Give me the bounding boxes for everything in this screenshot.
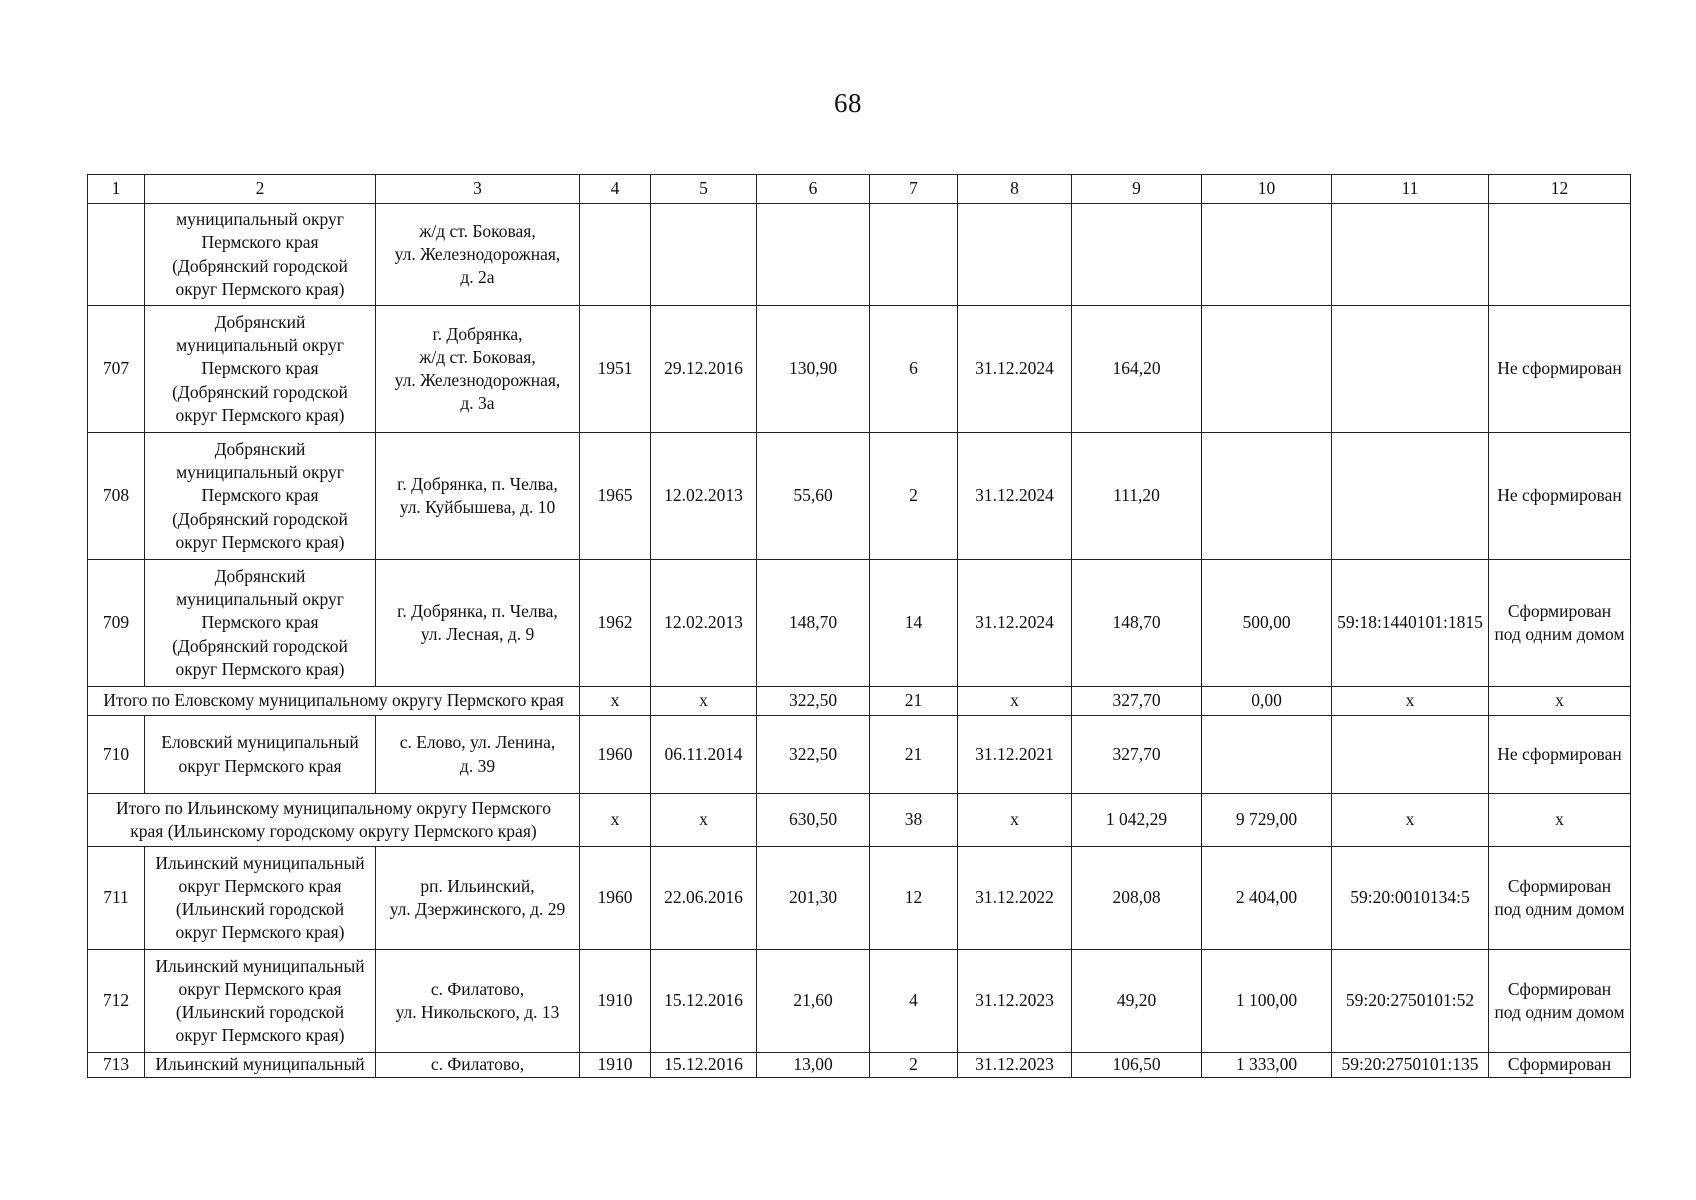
land-area-cell: 1 100,00 bbox=[1202, 950, 1332, 1053]
land-area-cell: 0,00 bbox=[1202, 687, 1332, 716]
year-built-cell: 1960 bbox=[580, 716, 651, 794]
planned-area-cell: 1 042,29 bbox=[1072, 794, 1202, 847]
land-area-cell bbox=[1202, 204, 1332, 306]
resettlement-date-cell bbox=[958, 204, 1072, 306]
residents-cell: 4 bbox=[870, 950, 958, 1053]
land-area-cell: 500,00 bbox=[1202, 560, 1332, 687]
land-status-cell: x bbox=[1489, 687, 1631, 716]
land-area-cell: 2 404,00 bbox=[1202, 847, 1332, 950]
residents-cell: 6 bbox=[870, 306, 958, 433]
column-number-cell: 10 bbox=[1202, 175, 1332, 204]
area-cell: 130,90 bbox=[757, 306, 870, 433]
table-row bbox=[88, 306, 1631, 433]
column-number-cell: 11 bbox=[1332, 175, 1489, 204]
subtotal-label: Итого по Ильинскому муниципальному округу Пермского края (Ильинскому городскому округу Пермского края) bbox=[88, 794, 580, 847]
row-number-cell: 710 bbox=[88, 716, 145, 794]
resettlement-date-cell: 31.12.2022 bbox=[958, 847, 1072, 950]
cadastral-number-cell: 59:18:1440101:1815 bbox=[1332, 560, 1489, 687]
land-status-cell: Сформирован под одним домом bbox=[1489, 950, 1631, 1053]
column-number-cell: 2 bbox=[145, 175, 376, 204]
residents-cell: 14 bbox=[870, 560, 958, 687]
municipality-cell: Ильинский муниципальный округ Пермского края (Ильинский городской округ Пермского края) bbox=[145, 847, 376, 950]
table-row bbox=[88, 716, 1631, 794]
address-cell: г. Добрянка, п. Челва, ул. Лесная, д. 9 bbox=[376, 560, 580, 687]
residents-cell: 12 bbox=[870, 847, 958, 950]
row-number-cell bbox=[88, 204, 145, 306]
land-status-cell bbox=[1489, 204, 1631, 306]
address-cell: ж/д ст. Боковая, ул. Железнодорожная, д. 2а bbox=[376, 204, 580, 306]
resettlement-date-cell: 31.12.2024 bbox=[958, 560, 1072, 687]
cadastral-number-cell: x bbox=[1332, 687, 1489, 716]
year-built-cell: 1965 bbox=[580, 433, 651, 560]
residents-cell: 38 bbox=[870, 794, 958, 847]
address-cell: с. Филатово, bbox=[376, 1053, 580, 1078]
planned-area-cell: 208,08 bbox=[1072, 847, 1202, 950]
resettlement-date-cell: 31.12.2024 bbox=[958, 306, 1072, 433]
municipality-cell: Добрянский муниципальный округ Пермского края (Добрянский городской округ Пермского края) bbox=[145, 560, 376, 687]
residents-cell: 21 bbox=[870, 687, 958, 716]
planned-area-cell: 148,70 bbox=[1072, 560, 1202, 687]
area-cell bbox=[757, 204, 870, 306]
emergency-date-cell bbox=[651, 204, 757, 306]
housing-register-table bbox=[87, 174, 1631, 1078]
land-status-cell: x bbox=[1489, 794, 1631, 847]
land-area-cell bbox=[1202, 716, 1332, 794]
year-built-cell bbox=[580, 204, 651, 306]
land-area-cell bbox=[1202, 306, 1332, 433]
municipality-cell: Ильинский муниципальный округ Пермского края (Ильинский городской округ Пермского края) bbox=[145, 950, 376, 1053]
table-row bbox=[88, 560, 1631, 687]
subtotal-label: Итого по Еловскому муниципальному округу Пермского края bbox=[88, 687, 580, 716]
cadastral-number-cell bbox=[1332, 716, 1489, 794]
planned-area-cell: 106,50 bbox=[1072, 1053, 1202, 1078]
land-status-cell: Не сформирован bbox=[1489, 433, 1631, 560]
year-built-cell: 1910 bbox=[580, 950, 651, 1053]
row-number-cell: 713 bbox=[88, 1053, 145, 1078]
year-built-cell: x bbox=[580, 687, 651, 716]
municipality-cell: Добрянский муниципальный округ Пермского края (Добрянский городской округ Пермского края) bbox=[145, 306, 376, 433]
subtotal-row bbox=[88, 687, 1631, 716]
planned-area-cell bbox=[1072, 204, 1202, 306]
area-cell: 322,50 bbox=[757, 716, 870, 794]
address-cell: с. Елово, ул. Ленина, д. 39 bbox=[376, 716, 580, 794]
residents-cell: 2 bbox=[870, 433, 958, 560]
year-built-cell: 1962 bbox=[580, 560, 651, 687]
address-cell: г. Добрянка, п. Челва, ул. Куйбышева, д. 10 bbox=[376, 433, 580, 560]
area-cell: 322,50 bbox=[757, 687, 870, 716]
planned-area-cell: 164,20 bbox=[1072, 306, 1202, 433]
municipality-cell: Еловский муниципальный округ Пермского края bbox=[145, 716, 376, 794]
cadastral-number-cell bbox=[1332, 204, 1489, 306]
resettlement-date-cell: 31.12.2023 bbox=[958, 950, 1072, 1053]
municipality-cell: муниципальный округ Пермского края (Добрянский городской округ Пермского края) bbox=[145, 204, 376, 306]
cadastral-number-cell: 59:20:2750101:135 bbox=[1332, 1053, 1489, 1078]
row-number-cell: 707 bbox=[88, 306, 145, 433]
land-area-cell: 9 729,00 bbox=[1202, 794, 1332, 847]
resettlement-date-cell: x bbox=[958, 687, 1072, 716]
land-status-cell: Сформирован под одним домом bbox=[1489, 847, 1631, 950]
planned-area-cell: 49,20 bbox=[1072, 950, 1202, 1053]
cadastral-number-cell: 59:20:0010134:5 bbox=[1332, 847, 1489, 950]
column-number-cell: 3 bbox=[376, 175, 580, 204]
residents-cell: 21 bbox=[870, 716, 958, 794]
area-cell: 55,60 bbox=[757, 433, 870, 560]
cadastral-number-cell: x bbox=[1332, 794, 1489, 847]
residents-cell: 2 bbox=[870, 1053, 958, 1078]
year-built-cell: x bbox=[580, 794, 651, 847]
planned-area-cell: 111,20 bbox=[1072, 433, 1202, 560]
address-cell: рп. Ильинский, ул. Дзержинского, д. 29 bbox=[376, 847, 580, 950]
column-number-row bbox=[88, 175, 1631, 204]
area-cell: 148,70 bbox=[757, 560, 870, 687]
resettlement-date-cell: x bbox=[958, 794, 1072, 847]
year-built-cell: 1960 bbox=[580, 847, 651, 950]
page-number: 68 bbox=[834, 88, 862, 118]
row-number-cell: 709 bbox=[88, 560, 145, 687]
cadastral-number-cell bbox=[1332, 306, 1489, 433]
cadastral-number-cell bbox=[1332, 433, 1489, 560]
subtotal-row bbox=[88, 794, 1631, 847]
planned-area-cell: 327,70 bbox=[1072, 687, 1202, 716]
table-row bbox=[88, 1053, 1631, 1078]
column-number-cell: 4 bbox=[580, 175, 651, 204]
emergency-date-cell: 12.02.2013 bbox=[651, 560, 757, 687]
year-built-cell: 1910 bbox=[580, 1053, 651, 1078]
row-number-cell: 708 bbox=[88, 433, 145, 560]
area-cell: 201,30 bbox=[757, 847, 870, 950]
resettlement-date-cell: 31.12.2024 bbox=[958, 433, 1072, 560]
year-built-cell: 1951 bbox=[580, 306, 651, 433]
emergency-date-cell: 15.12.2016 bbox=[651, 1053, 757, 1078]
emergency-date-cell: 29.12.2016 bbox=[651, 306, 757, 433]
resettlement-date-cell: 31.12.2021 bbox=[958, 716, 1072, 794]
emergency-date-cell: x bbox=[651, 687, 757, 716]
area-cell: 13,00 bbox=[757, 1053, 870, 1078]
column-number-cell: 9 bbox=[1072, 175, 1202, 204]
municipality-cell: Ильинский муниципальный bbox=[145, 1053, 376, 1078]
planned-area-cell: 327,70 bbox=[1072, 716, 1202, 794]
land-area-cell bbox=[1202, 433, 1332, 560]
emergency-date-cell: 12.02.2013 bbox=[651, 433, 757, 560]
address-cell: г. Добрянка, ж/д ст. Боковая, ул. Железнодорожная, д. 3а bbox=[376, 306, 580, 433]
resettlement-date-cell: 31.12.2023 bbox=[958, 1053, 1072, 1078]
area-cell: 21,60 bbox=[757, 950, 870, 1053]
land-status-cell: Не сформирован bbox=[1489, 306, 1631, 433]
table-row bbox=[88, 950, 1631, 1053]
emergency-date-cell: x bbox=[651, 794, 757, 847]
residents-cell bbox=[870, 204, 958, 306]
column-number-cell: 6 bbox=[757, 175, 870, 204]
column-number-cell: 5 bbox=[651, 175, 757, 204]
cadastral-number-cell: 59:20:2750101:52 bbox=[1332, 950, 1489, 1053]
table-row bbox=[88, 433, 1631, 560]
land-status-cell: Сформирован под одним домом bbox=[1489, 560, 1631, 687]
row-number-cell: 712 bbox=[88, 950, 145, 1053]
emergency-date-cell: 22.06.2016 bbox=[651, 847, 757, 950]
emergency-date-cell: 15.12.2016 bbox=[651, 950, 757, 1053]
land-area-cell: 1 333,00 bbox=[1202, 1053, 1332, 1078]
column-number-cell: 1 bbox=[88, 175, 145, 204]
table-row bbox=[88, 847, 1631, 950]
column-number-cell: 8 bbox=[958, 175, 1072, 204]
emergency-date-cell: 06.11.2014 bbox=[651, 716, 757, 794]
land-status-cell: Сформирован bbox=[1489, 1053, 1631, 1078]
row-number-cell: 711 bbox=[88, 847, 145, 950]
column-number-cell: 7 bbox=[870, 175, 958, 204]
address-cell: с. Филатово, ул. Никольского, д. 13 bbox=[376, 950, 580, 1053]
table-row bbox=[88, 204, 1631, 306]
column-number-cell: 12 bbox=[1489, 175, 1631, 204]
area-cell: 630,50 bbox=[757, 794, 870, 847]
municipality-cell: Добрянский муниципальный округ Пермского края (Добрянский городской округ Пермского края) bbox=[145, 433, 376, 560]
table-body bbox=[88, 175, 1631, 1078]
land-status-cell: Не сформирован bbox=[1489, 716, 1631, 794]
